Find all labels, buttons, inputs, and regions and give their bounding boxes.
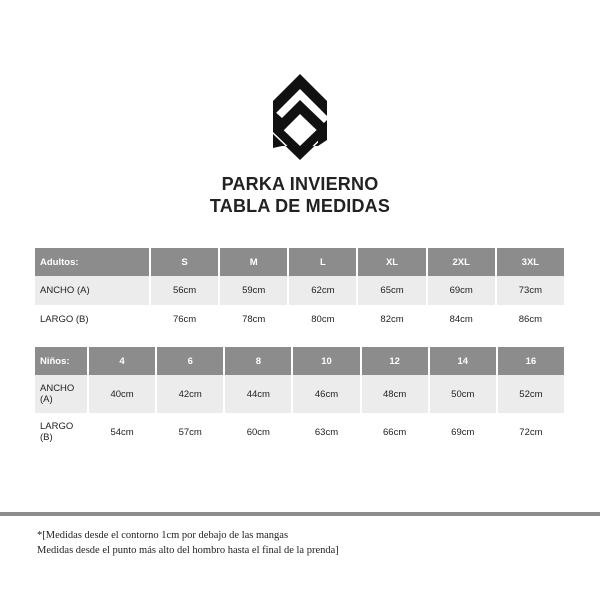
table-header-cell: Niños: [35, 347, 87, 375]
table-header-cell: 2XL [428, 248, 495, 276]
table-cell: 44cm [225, 375, 291, 413]
table-header-cell: XL [358, 248, 425, 276]
table-cell: 80cm [311, 314, 335, 325]
table-row [35, 375, 564, 413]
table-cell: 69cm [428, 276, 495, 305]
table-header-cell: 12 [362, 347, 428, 375]
table-cell: 86cm [518, 314, 542, 325]
table-cell: 50cm [430, 375, 496, 413]
footnote [37, 528, 339, 558]
table-cell: LARGO (B) [40, 421, 74, 443]
table-cell: 82cm [380, 314, 404, 325]
table-cell: 60cm [246, 426, 270, 438]
table-cell: 42cm [157, 375, 223, 413]
table-header-cell: 10 [293, 347, 359, 375]
table-header-cell: M [220, 248, 287, 276]
table-cell: 76cm [172, 314, 197, 325]
table-cell: ANCHO (A) [35, 276, 149, 305]
page-subtitle: TABLA DE MEDIDAS [209, 196, 391, 216]
adults-size-table [33, 248, 566, 334]
table-header-row [35, 347, 564, 375]
kids-size-table [33, 347, 566, 451]
table-header-cell: S [151, 248, 218, 276]
table-cell: 65cm [358, 276, 425, 305]
table-cell: 56cm [151, 276, 218, 305]
page-title: PARKA INVIERNO [221, 174, 379, 194]
table-cell: 72cm [519, 426, 543, 438]
table-cell: 48cm [362, 375, 428, 413]
table-cell: 40cm [89, 375, 155, 413]
table-header-cell: 14 [430, 347, 496, 375]
table-header-row [35, 248, 564, 276]
table-cell: 69cm [451, 426, 475, 438]
table-cell: 59cm [220, 276, 287, 305]
table-cell: 63cm [314, 426, 339, 438]
table-cell: ANCHO (A) [35, 375, 87, 413]
table-cell: 84cm [449, 314, 473, 325]
table-row [35, 413, 564, 451]
table-cell: 46cm [293, 375, 359, 413]
footnote-line: *[Medidas desde el contorno 1cm por debajo de las mangas [37, 530, 289, 541]
table-header-cell: 8 [225, 347, 291, 375]
table-header-cell: 16 [498, 347, 564, 375]
table-header-cell: 3XL [497, 248, 564, 276]
table-cell: 78cm [242, 314, 266, 325]
table-header-cell: 4 [89, 347, 155, 375]
table-cell: 73cm [497, 276, 564, 305]
divider [0, 512, 600, 516]
footnote-line: Medidas desde el punto más alto del hombro hasta el final de la prenda] [37, 545, 339, 556]
chevron-logo-icon [273, 74, 327, 160]
table-cell: LARGO (B) [40, 314, 89, 325]
table-cell: 54cm [110, 426, 134, 438]
table-cell: 52cm [498, 375, 564, 413]
table-row [35, 276, 564, 305]
table-header-cell: Adultos: [35, 248, 149, 276]
table-cell: 66cm [383, 426, 407, 438]
table-header-cell: 6 [157, 347, 223, 375]
table-cell: 57cm [178, 426, 202, 438]
table-row [35, 305, 564, 334]
table-header-cell: L [289, 248, 356, 276]
table-cell: 62cm [289, 276, 356, 305]
